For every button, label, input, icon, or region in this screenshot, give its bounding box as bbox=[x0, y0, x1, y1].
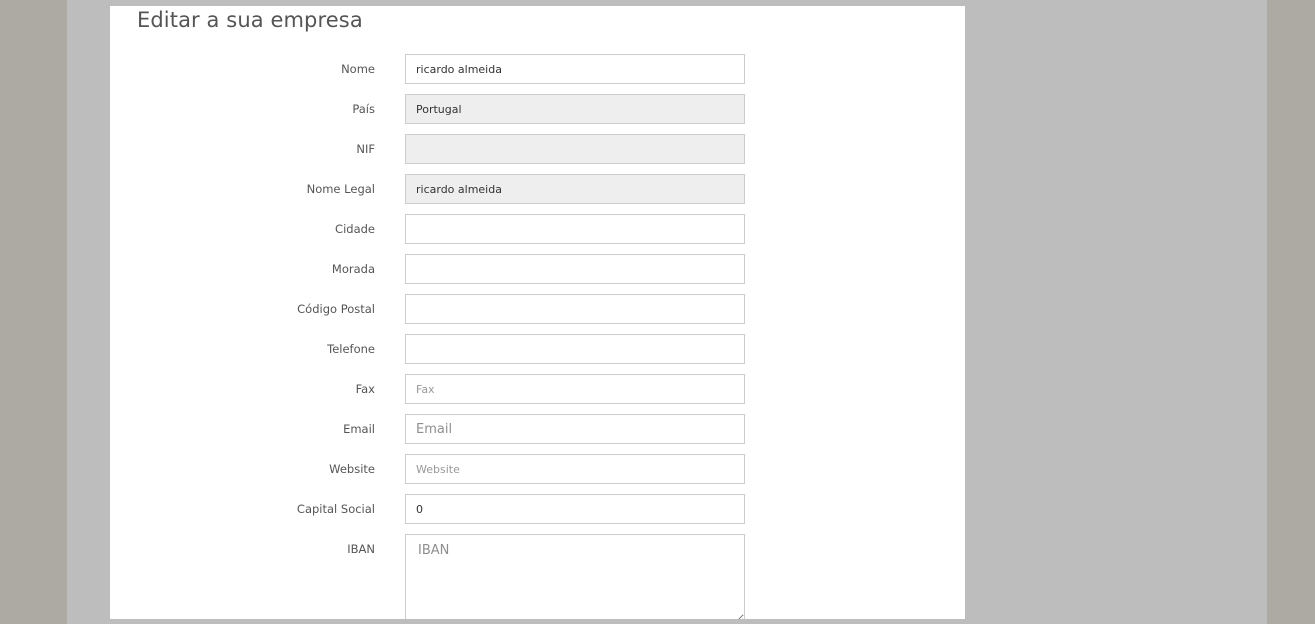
telefone-label: Telefone bbox=[327, 342, 375, 356]
iban-label: IBAN bbox=[347, 542, 375, 556]
form-row-cidade bbox=[110, 214, 965, 244]
form-row-website bbox=[110, 454, 965, 484]
nome-legal-input bbox=[405, 174, 745, 204]
nome-label: Nome bbox=[341, 62, 375, 76]
website-input[interactable] bbox=[405, 454, 745, 484]
codigo-postal-label: Código Postal bbox=[297, 302, 375, 316]
email-label: Email bbox=[343, 422, 375, 436]
form-row-fax bbox=[110, 374, 965, 404]
form-row-capital-social bbox=[110, 494, 965, 524]
codigo-postal-input[interactable] bbox=[405, 294, 745, 324]
fax-input[interactable] bbox=[405, 374, 745, 404]
telefone-input[interactable] bbox=[405, 334, 745, 364]
nif-input bbox=[405, 134, 745, 164]
morada-label: Morada bbox=[331, 262, 375, 276]
website-label: Website bbox=[329, 462, 375, 476]
form-row-iban bbox=[110, 534, 965, 619]
nome-input[interactable] bbox=[405, 54, 745, 84]
capital-social-label: Capital Social bbox=[296, 502, 375, 516]
modal-title: Editar a sua empresa bbox=[137, 8, 363, 32]
fax-label: Fax bbox=[355, 382, 375, 396]
form-row-codigo-postal bbox=[110, 294, 965, 324]
cidade-input[interactable] bbox=[405, 214, 745, 244]
form-row-nome-legal bbox=[110, 174, 965, 204]
email-input[interactable] bbox=[405, 414, 745, 444]
morada-input[interactable] bbox=[405, 254, 745, 284]
form-row-nif bbox=[110, 134, 965, 164]
pais-input bbox=[405, 94, 745, 124]
form-row-morada bbox=[110, 254, 965, 284]
iban-textarea[interactable] bbox=[405, 534, 745, 619]
nif-label: NIF bbox=[356, 142, 375, 156]
edit-company-modal bbox=[110, 6, 965, 619]
nome-legal-label: Nome Legal bbox=[306, 182, 375, 196]
form-row-pais bbox=[110, 94, 965, 124]
pais-label: País bbox=[352, 102, 375, 116]
form-row-nome bbox=[110, 54, 965, 84]
form-row-telefone bbox=[110, 334, 965, 364]
form-row-email bbox=[110, 414, 965, 444]
cidade-label: Cidade bbox=[335, 222, 375, 236]
capital-social-input[interactable] bbox=[405, 494, 745, 524]
